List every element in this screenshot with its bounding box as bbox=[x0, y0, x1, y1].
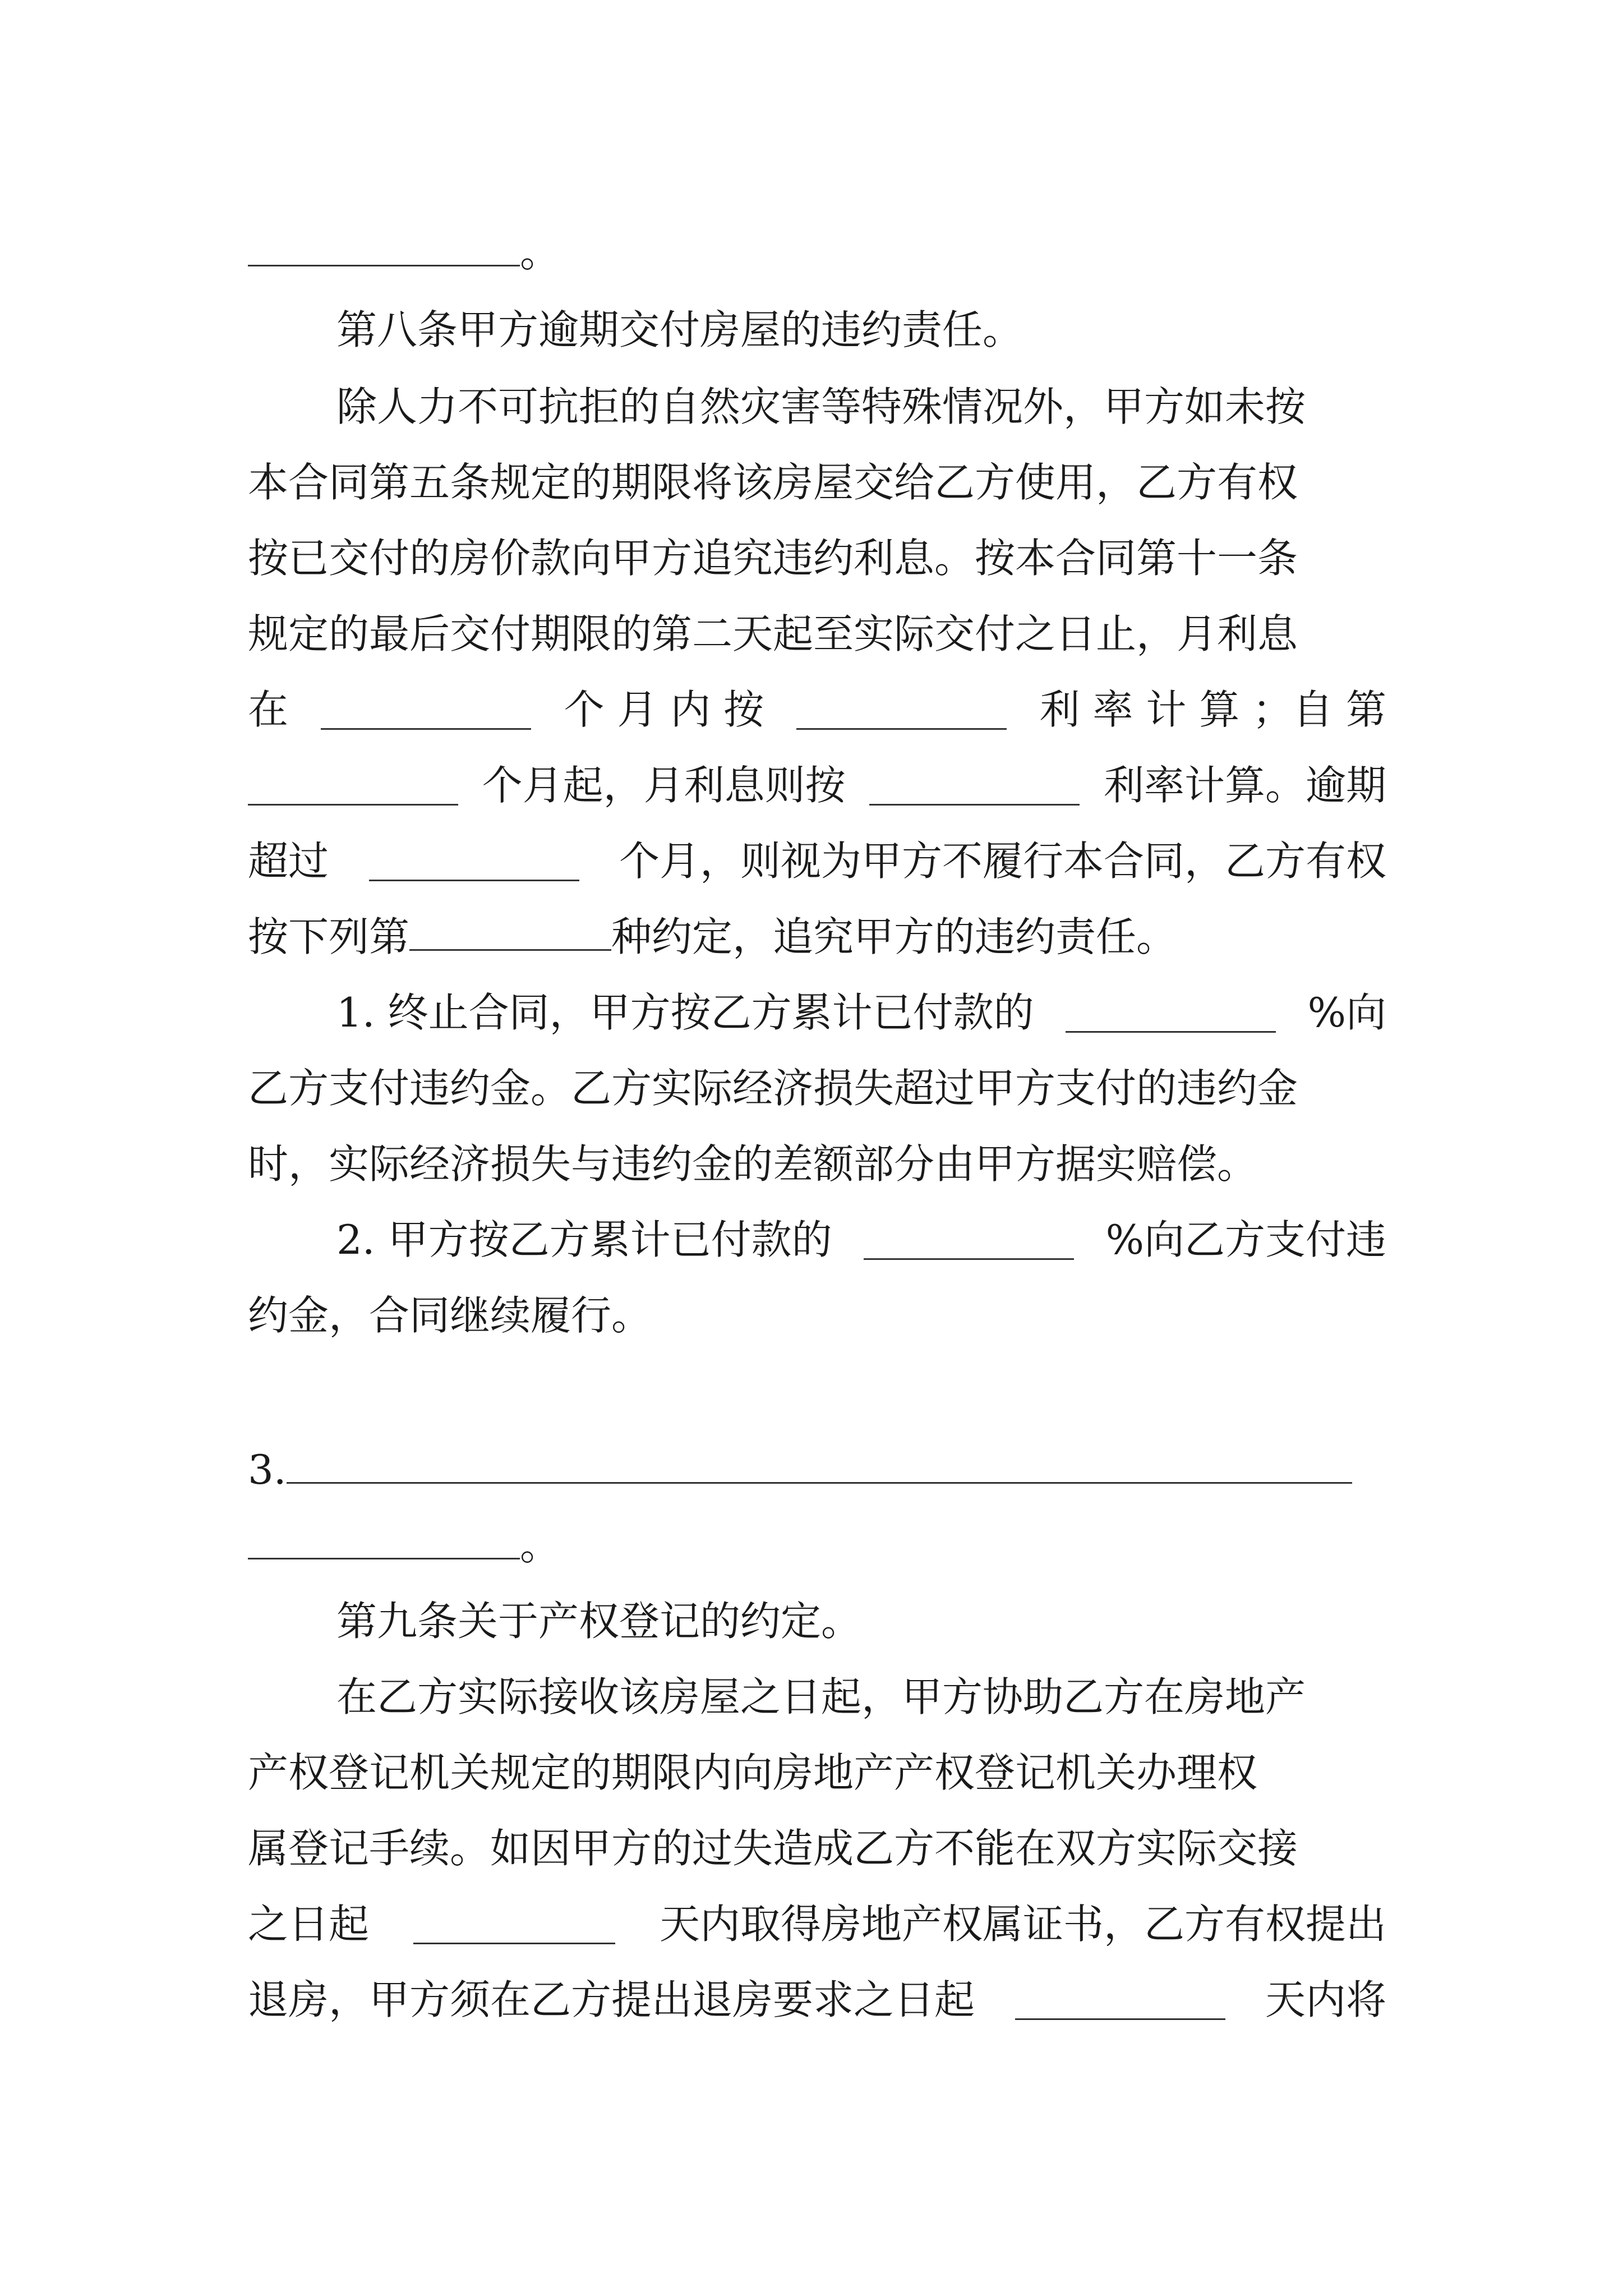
text-segment: 利 率 计 算 ；自 第 bbox=[1039, 686, 1386, 733]
fill-blank bbox=[864, 1220, 1074, 1260]
fill-blank bbox=[869, 766, 1080, 806]
text-line bbox=[248, 524, 1386, 592]
text-line bbox=[248, 219, 1386, 286]
text-line bbox=[248, 827, 1386, 895]
text-line: 时，实际经济损失与违约金的差额部分由甲方据实赔偿。 bbox=[248, 1140, 1258, 1188]
text-segment: 退房，甲方须在乙方提出退房要求之日起 bbox=[248, 1976, 975, 2023]
text-line bbox=[248, 1739, 1386, 1806]
text-segment: 按下列第 bbox=[248, 913, 410, 960]
text-line: 约金，合同继续履行。 bbox=[248, 1292, 652, 1339]
text-segment: 乙方支付违约金。乙方实际经济损失超过甲方支付的违约金 bbox=[248, 1065, 1298, 1112]
fill-blank bbox=[796, 690, 1007, 730]
text-segment: 利率计算。逾期 bbox=[1103, 762, 1386, 809]
text-line bbox=[336, 1663, 1386, 1731]
text-segment: 之日起 bbox=[248, 1901, 370, 1948]
fill-blank bbox=[287, 1444, 1352, 1484]
text-segment: 1. 终止合同，甲方按乙方累计已付款的 bbox=[336, 989, 1034, 1036]
fill-blank bbox=[248, 1520, 520, 1559]
text-line bbox=[248, 1815, 1386, 1882]
fill-blank bbox=[248, 227, 520, 266]
text-line bbox=[336, 979, 1386, 1046]
text-segment: %向 bbox=[1307, 989, 1386, 1036]
text-line bbox=[248, 676, 1386, 743]
text-line bbox=[248, 1436, 1386, 1503]
text-segment: 种约定，追究甲方的违约责任。 bbox=[611, 913, 1177, 960]
text-line bbox=[248, 752, 1386, 819]
fill-blank bbox=[369, 841, 579, 881]
text-segment: 在 bbox=[248, 686, 289, 733]
text-line bbox=[336, 373, 1386, 440]
text-line bbox=[336, 1206, 1386, 1273]
text-segment: 除人力不可抗拒的自然灾害等特殊情况外，甲方如未按 bbox=[336, 383, 1306, 430]
text-segment: 天内将 bbox=[1265, 1976, 1386, 2023]
fill-blank bbox=[321, 690, 531, 730]
text-segment: 个月，则视为甲方不履行本合同，乙方有权 bbox=[619, 838, 1386, 885]
text-segment: 超过 bbox=[248, 838, 329, 885]
text-segment: 规定的最后交付期限的第二天起至实际交付之日止，月利息 bbox=[248, 610, 1298, 657]
text-segment: 天内取得房地产权属证书，乙方有权提出 bbox=[659, 1901, 1386, 1948]
text-segment: 本合同第五条规定的期限将该房屋交给乙方使用，乙方有权 bbox=[248, 459, 1298, 506]
text-line bbox=[248, 1890, 1386, 1958]
fill-blank bbox=[1066, 993, 1276, 1033]
article-heading: 第九条关于产权登记的约定。 bbox=[336, 1598, 862, 1645]
text-line bbox=[248, 903, 1386, 970]
fill-blank bbox=[248, 766, 458, 806]
fill-blank bbox=[413, 1904, 615, 1944]
text-segment: 2. 甲方按乙方累计已付款的 bbox=[336, 1216, 832, 1263]
text-segment: 属登记手续。如因甲方的过失造成乙方不能在双方实际交接 bbox=[248, 1825, 1298, 1872]
text-segment: 个月起，月利息则按 bbox=[482, 762, 846, 809]
text-segment: 按已交付的房价款向甲方追究违约利息。按本合同第十一条 bbox=[248, 535, 1298, 582]
text-line bbox=[248, 1512, 1386, 1579]
fill-blank bbox=[1015, 1980, 1225, 2020]
text-segment: 在乙方实际接收该房屋之日起，甲方协助乙方在房地产 bbox=[336, 1673, 1306, 1720]
text-line bbox=[248, 1966, 1386, 2033]
text-segment: 。 bbox=[520, 1522, 561, 1569]
article-heading: 第八条甲方逾期交付房屋的违约责任。 bbox=[336, 306, 1023, 353]
text-segment: 。 bbox=[520, 229, 561, 276]
text-segment: %向乙方支付违 bbox=[1105, 1216, 1386, 1263]
text-line bbox=[248, 1055, 1386, 1122]
text-segment: 个 月 内 按 bbox=[564, 686, 764, 733]
text-line bbox=[248, 449, 1386, 516]
text-line bbox=[248, 600, 1386, 668]
text-segment: 3. bbox=[248, 1446, 287, 1493]
fill-blank bbox=[409, 911, 611, 951]
text-segment: 产权登记机关规定的期限内向房地产产权登记机关办理权 bbox=[248, 1749, 1258, 1796]
